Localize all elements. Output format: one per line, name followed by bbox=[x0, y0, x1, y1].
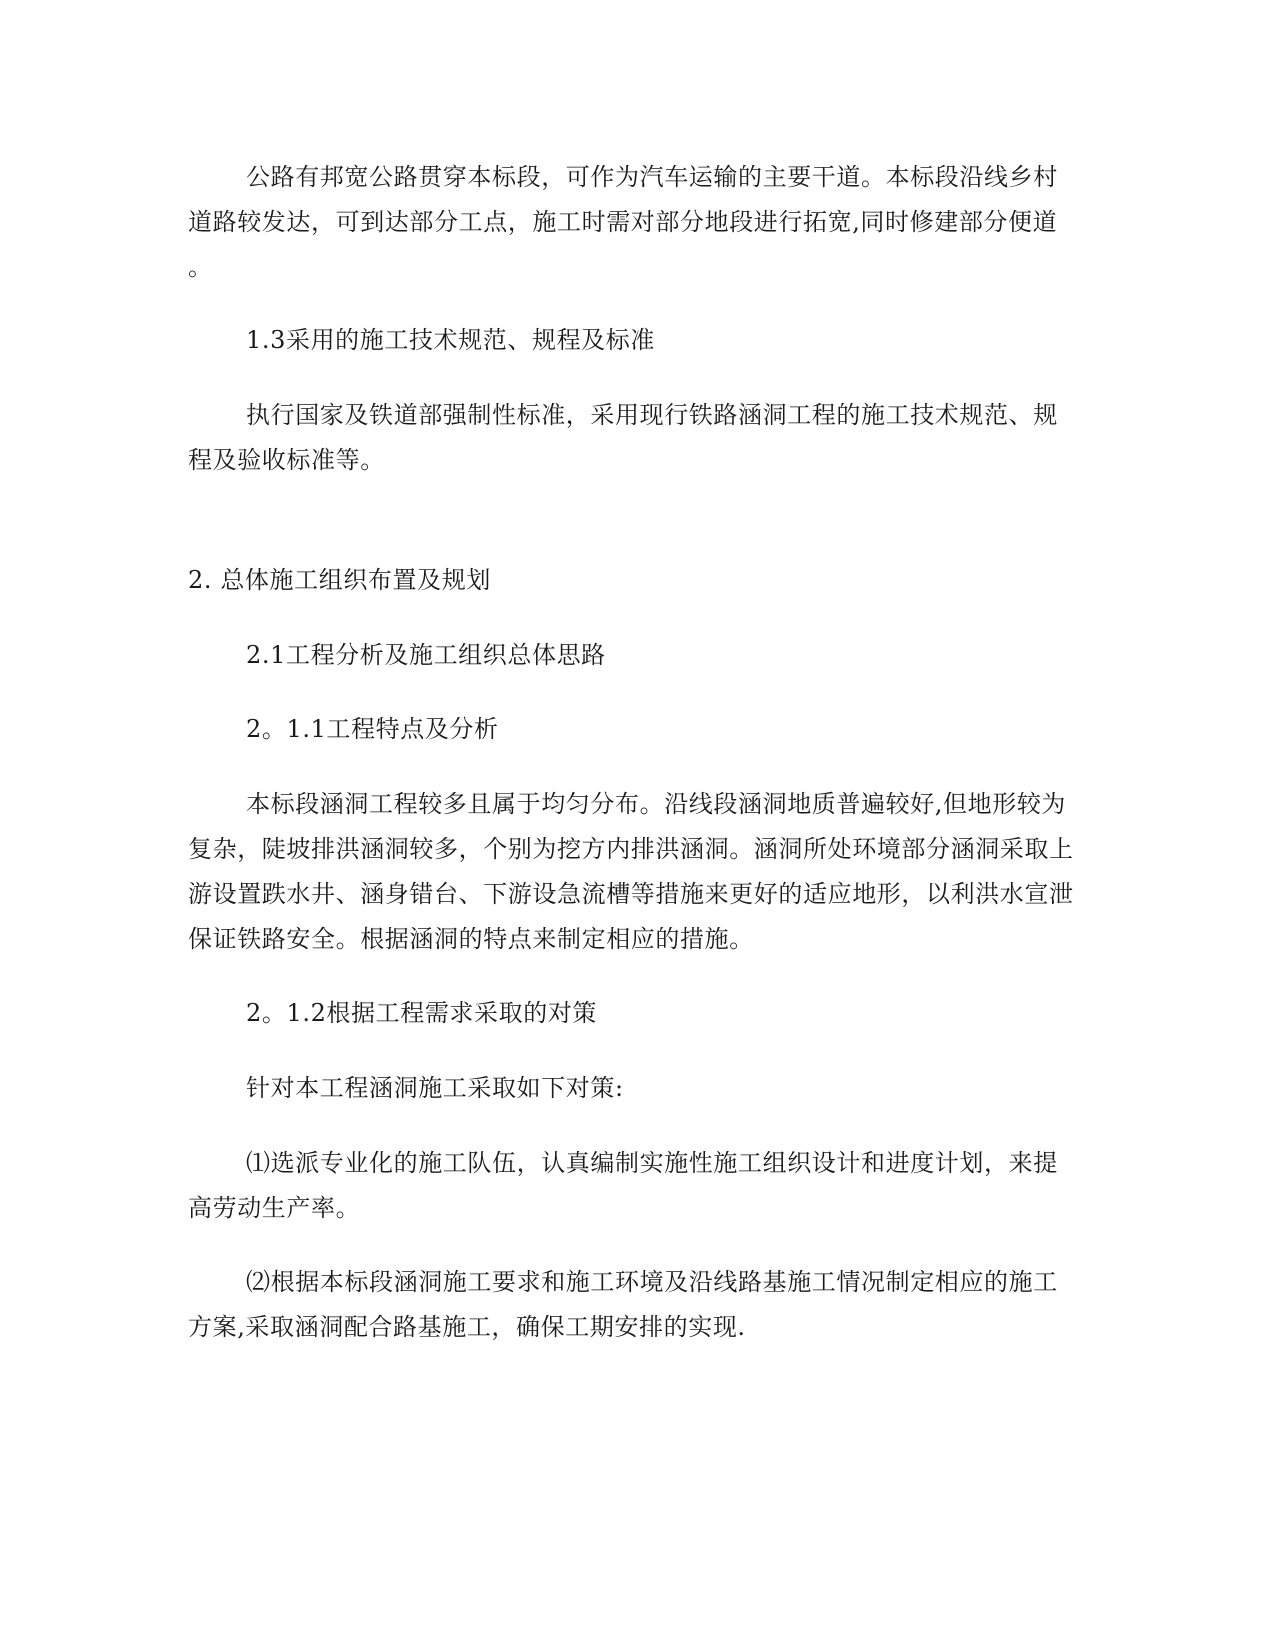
list-item-line: ⑴选派专业化的施工队伍，认真编制实施性施工组织设计和进度计划，来提 bbox=[246, 1149, 1058, 1177]
paragraph-line: 针对本工程涵洞施工采取如下对策: bbox=[246, 1074, 624, 1102]
list-item-line: 方案,采取涵洞配合路基施工，确保工期安排的实现. bbox=[188, 1313, 746, 1341]
paragraph-line: 游设置跌水井、涵身错台、下游设急流槽等措施来更好的适应地形，以利洪水宣泄 bbox=[188, 880, 1074, 908]
list-item-line: 高劳动生产率。 bbox=[188, 1194, 361, 1222]
paragraph-line: 。 bbox=[188, 253, 213, 281]
list-item-line: ⑵根据本标段涵洞施工要求和施工环境及沿线路基施工情况制定相应的施工 bbox=[246, 1268, 1058, 1296]
paragraph-line: 道路较发达，可到达部分工点，施工时需对部分地段进行拓宽,同时修建部分便道 bbox=[188, 208, 1058, 236]
section-heading: 2.1工程分析及施工组织总体思路 bbox=[246, 641, 606, 669]
paragraph-line: 复杂，陡坡排洪涵洞较多，个别为挖方内排洪涵洞。涵洞所处环境部分涵洞采取上 bbox=[188, 835, 1074, 863]
section-heading: 1.3采用的施工技术规范、规程及标准 bbox=[246, 326, 655, 354]
paragraph-line: 执行国家及铁道部强制性标准，采用现行铁路涵洞工程的施工技术规范、规 bbox=[246, 401, 1058, 429]
chapter-heading: 2. 总体施工组织布置及规划 bbox=[188, 566, 491, 594]
subsection-heading: 2。1.1工程特点及分析 bbox=[246, 715, 499, 743]
paragraph-line: 保证铁路安全。根据涵洞的特点来制定相应的措施。 bbox=[188, 925, 754, 953]
paragraph-line: 本标段涵洞工程较多且属于均匀分布。沿线段涵洞地质普遍较好,但地形较为 bbox=[246, 790, 1067, 818]
subsection-heading: 2。1.2根据工程需求采取的对策 bbox=[246, 999, 598, 1027]
paragraph-line: 公路有邦宽公路贯穿本标段，可作为汽车运输的主要干道。本标段沿线乡村 bbox=[246, 163, 1058, 191]
paragraph-line: 程及验收标准等。 bbox=[188, 446, 385, 474]
